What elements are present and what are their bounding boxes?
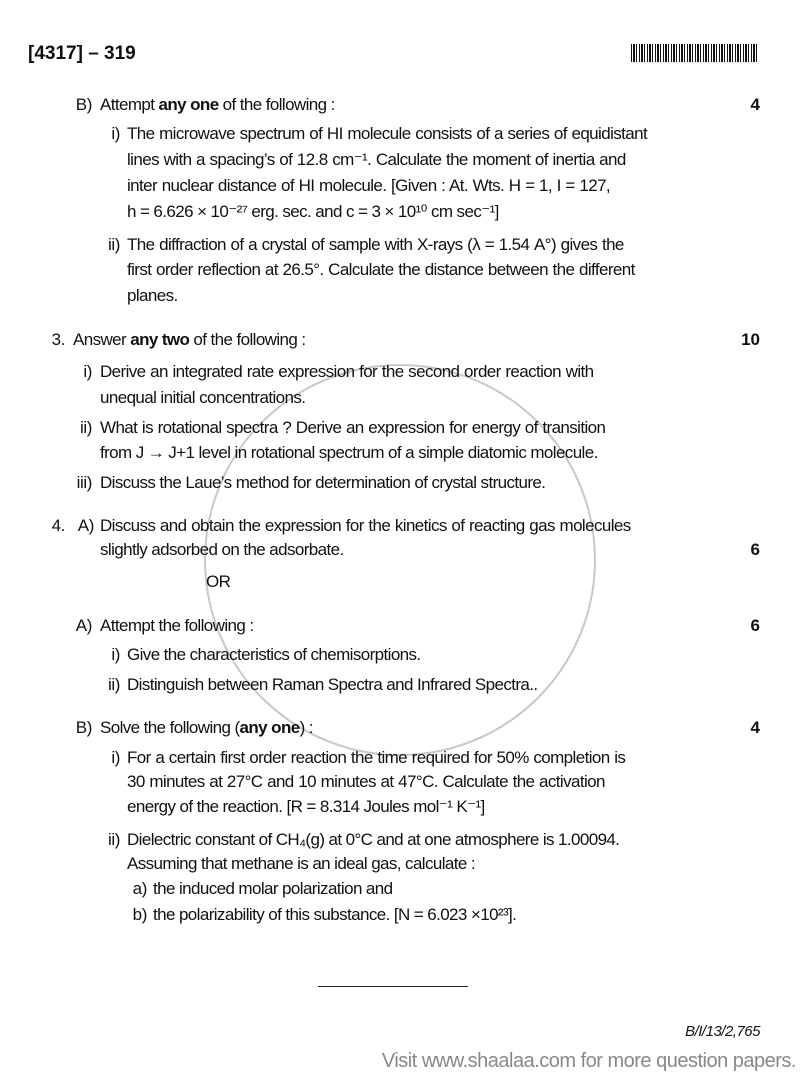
q4-label: 4. <box>51 516 65 535</box>
q4a-label: A) <box>77 516 94 535</box>
q4a-alt-instruction: Attempt the following : <box>100 616 254 635</box>
q2b-i-line: h = 6.626 × 10⁻²⁷ erg. sec. and c = 3 × 10¹⁰ cm sec⁻¹] <box>127 202 499 221</box>
q3-iii-line: Discuss the Laue’s method for determination of crystal structure. <box>100 473 546 492</box>
q4b-ii-b-label: b) <box>132 905 147 924</box>
q4b-ii-b-line: the polarizability of this substance. [N = 6.023 ×10²³]. <box>153 905 517 924</box>
q2b-instruction: Attempt any one of the following : <box>100 95 335 114</box>
q3-ii-line: from J → J+1 level in rotational spectrum of a simple diatomic molecule. <box>100 443 598 462</box>
q4b-ii-label: ii) <box>107 830 120 849</box>
q4a-alt-ii-line: Distinguish between Raman Spectra and Infrared Spectra.. <box>127 675 538 694</box>
q4b-instruction: Solve the following (any one) : <box>100 718 313 737</box>
q3-label: 3. <box>51 330 65 349</box>
q4a-alt-ii-label: ii) <box>107 675 120 694</box>
q3-marks: 10 <box>741 330 760 349</box>
q2b-ii-line: first order reflection at 26.5°. Calculate the distance between the different <box>127 260 635 279</box>
q3-i-line: Derive an integrated rate expression for the second order reaction with <box>100 362 594 381</box>
q3-ii-label: ii) <box>79 418 92 437</box>
q2b-i-line: inter nuclear distance of HI molecule. [Given : At. Wts. H = 1, I = 127, <box>127 176 611 195</box>
end-rule <box>318 986 468 987</box>
q4b-i-line: energy of the reaction. [R = 8.314 Joules mol⁻¹ K⁻¹] <box>127 797 485 816</box>
q4a-line: Discuss and obtain the expression for the kinetics of reacting gas molecules <box>100 516 631 535</box>
q3-ii-line: What is rotational spectra ? Derive an expression for energy of transition <box>100 418 606 437</box>
q4a-line: slightly adsorbed on the adsorbate. <box>100 540 344 559</box>
q4b-ii-a-line: the induced molar polarization and <box>153 879 393 898</box>
q4b-i-line: For a certain first order reaction the time required for 50% completion is <box>127 748 626 767</box>
q4b-ii-line: Dielectric constant of CH₄(g) at 0°C and at one atmosphere is 1.00094. <box>127 830 620 849</box>
q4a-alt-i-line: Give the characteristics of chemisorptions. <box>127 645 421 664</box>
q3-instruction: Answer any two of the following : <box>73 330 306 349</box>
q2b-i-line: The microwave spectrum of HI molecule consists of a series of equidistant <box>127 124 648 143</box>
q2b-ii-label: ii) <box>107 235 120 254</box>
barcode <box>631 44 759 62</box>
q4b-ii-line: Assuming that methane is an ideal gas, calculate : <box>127 854 475 873</box>
q4a-marks: 6 <box>750 540 760 559</box>
q4a-alt-marks: 6 <box>750 616 760 635</box>
q4a-alt-label: A) <box>75 616 92 635</box>
q2b-ii-line: planes. <box>127 286 178 305</box>
q4b-i-label: i) <box>111 748 120 767</box>
q2b-i-label: i) <box>111 124 120 143</box>
q4b-ii-a-label: a) <box>132 879 147 898</box>
q3-iii-label: iii) <box>76 473 92 492</box>
q2b-label: B) <box>75 95 92 114</box>
q2b-ii-line: The diffraction of a crystal of sample with X-rays (λ = 1.54 A°) gives the <box>127 235 624 254</box>
q4a-alt-i-label: i) <box>111 645 120 664</box>
q2b-i-line: lines with a spacing’s of 12.8 cm⁻¹. Calculate the moment of inertia and <box>127 150 626 169</box>
q2b-marks: 4 <box>750 95 760 114</box>
q4b-marks: 4 <box>750 718 760 737</box>
paper-code: [4317] – 319 <box>28 43 136 64</box>
or-separator: OR <box>206 572 231 591</box>
footer-code: B/I/13/2,765 <box>685 1023 760 1040</box>
q4b-label: B) <box>75 718 92 737</box>
q3-i-line: unequal initial concentrations. <box>100 388 306 407</box>
footer-visit-text: Visit www.shaalaa.com for more question papers. <box>381 1050 796 1072</box>
q3-i-label: i) <box>83 362 92 381</box>
q4b-i-line: 30 minutes at 27°C and 10 minutes at 47°C. Calculate the activation <box>127 772 605 791</box>
